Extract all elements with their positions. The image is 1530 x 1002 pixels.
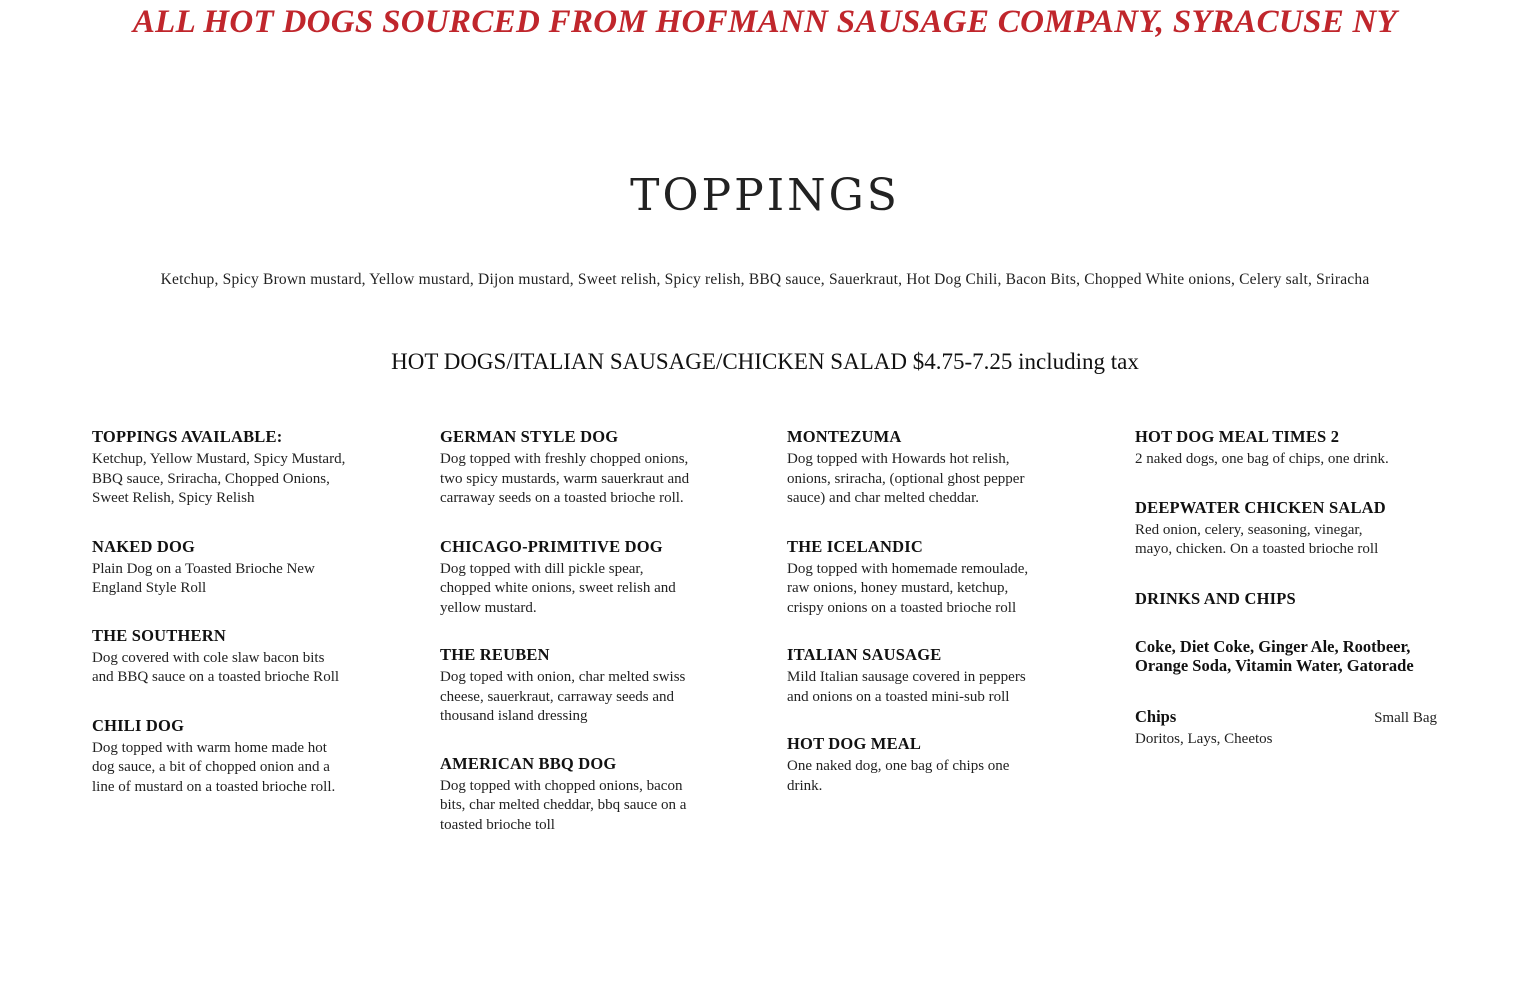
chips-row [1135, 706, 1437, 728]
menu-item-chili-dog [92, 715, 354, 798]
menu-column-1 [92, 426, 354, 797]
menu-item-description: Dog topped with chopped onions, bacon bits, char melted cheddar, bbq sauce on a toasted brioche toll [440, 777, 687, 833]
menu-item-title: THE REUBEN [440, 645, 550, 664]
menu-item-description: Dog topped with dill pickle spear, chopped white onions, sweet relish and yellow mustard. [440, 560, 676, 616]
menu-item-title: DEEPWATER CHICKEN SALAD [1135, 497, 1386, 517]
menu-item-description: One naked dog, one bag of chips one drink. [787, 758, 1010, 794]
menu-item-hot-dog-meal [787, 733, 1049, 796]
menu-item-title: CHILI DOG [92, 715, 185, 735]
menu-item-title: TOPPINGS AVAILABLE: [92, 427, 283, 446]
menu-item-german-style-dog [440, 426, 702, 509]
menu-item-naked-dog [92, 536, 354, 599]
menu-item-title: THE ICELANDIC [787, 536, 924, 556]
menu-item-description: Dog topped with homemade remoulade, raw onions, honey mustard, ketchup, crispy onions on a toasted brioche roll [787, 560, 1029, 616]
menu-item-description: Ketchup, Yellow Mustard, Spicy Mustard, BBQ sauce, Sriracha, Chopped Onions, Sweet Relish, Spicy Relish [92, 451, 346, 506]
menu-item-description: Dog topped with Howards hot relish, onions, sriracha, (optional ghost pepper sauce) and char melted cheddar. [787, 451, 1025, 506]
menu-item-title: DRINKS AND CHIPS [1135, 588, 1296, 608]
menu-column-2 [440, 426, 702, 835]
menu-item-the-southern [92, 625, 354, 688]
menu-item-title: THE SOUTHERN [92, 625, 226, 645]
price-line: HOT DOGS/ITALIAN SAUSAGE/CHICKEN SALAD $4.75-7.25 including tax [391, 349, 1139, 374]
menu-item-description: Mild Italian sausage covered in peppers and onions on a toasted mini-sub roll [787, 669, 1026, 705]
menu-item-montezuma [787, 426, 1049, 509]
menu-item-description: Plain Dog on a Toasted Brioche New England Style Roll [92, 560, 315, 596]
menu-item-title: GERMAN STYLE DOG [440, 427, 619, 446]
menu-column-4 [1135, 426, 1437, 749]
menu-item-title: NAKED DOG [92, 536, 196, 556]
menu-item-title: ITALIAN SAUSAGE [787, 645, 942, 664]
menu-item-the-reuben [440, 644, 702, 727]
drinks-list: Coke, Diet Coke, Ginger Ale, Rootbeer, Orange Soda, Vitamin Water, Gatorade [1135, 636, 1414, 675]
chips-title: Chips [1135, 706, 1177, 726]
sourcing-banner: ALL HOT DOGS SOURCED FROM HOFMANN SAUSAGE COMPANY, SYRACUSE NY [132, 4, 1398, 40]
menu-item-title: CHICAGO-PRIMITIVE DOG [440, 536, 663, 556]
menu-item-description: 2 naked dogs, one bag of chips, one drink. [1135, 451, 1389, 467]
menu-item-description: Red onion, celery, seasoning, vinegar, mayo, chicken. On a toasted brioche roll [1135, 521, 1379, 557]
menu-item-chips [1135, 706, 1437, 750]
menu-item-title: HOT DOG MEAL TIMES 2 [1135, 427, 1340, 446]
menu-item-title: AMERICAN BBQ DOG [440, 753, 617, 773]
chips-size: Small Bag [1374, 709, 1437, 726]
menu-item-description: Dog covered with cole slaw bacon bits and BBQ sauce on a toasted brioche Roll [92, 649, 340, 685]
menu-item-description: Dog toped with onion, char melted swiss cheese, sauerkraut, carraway seeds and thousand island dressing [440, 669, 686, 724]
menu-item-italian-sausage [787, 644, 1049, 707]
menu-item-title: MONTEZUMA [787, 427, 902, 446]
menu-item-toppings-available [92, 426, 354, 509]
menu-item-drinks-and-chips [1135, 588, 1437, 610]
menu-item-deepwater-chicken-salad [1135, 497, 1437, 560]
menu-item-chicago-primitive-dog [440, 536, 702, 619]
menu-item-american-bbq-dog [440, 753, 702, 836]
menu-item-the-icelandic [787, 536, 1049, 619]
toppings-list: Ketchup, Spicy Brown mustard, Yellow mustard, Dijon mustard, Sweet relish, Spicy relish, BBQ sauce, Sauerkraut, Hot Dog Chili, Bacon Bits, Chopped White onions, Celery salt, Sriracha [160, 271, 1370, 288]
menu-item-description: Dog topped with freshly chopped onions, two spicy mustards, warm sauerkraut and carraway seeds on a toasted brioche roll. [440, 451, 690, 506]
menu-item-description: Dog topped with warm home made hot dog sauce, a bit of chopped onion and a line of mustard on a toasted brioche roll. [92, 739, 336, 795]
chips-description: Doritos, Lays, Cheetos [1135, 730, 1273, 747]
menu-item-title: HOT DOG MEAL [787, 734, 922, 753]
menu-column-3 [787, 426, 1049, 796]
toppings-heading: TOPPINGS [630, 170, 900, 221]
menu-item-hot-dog-meal-times-2 [1135, 426, 1437, 470]
